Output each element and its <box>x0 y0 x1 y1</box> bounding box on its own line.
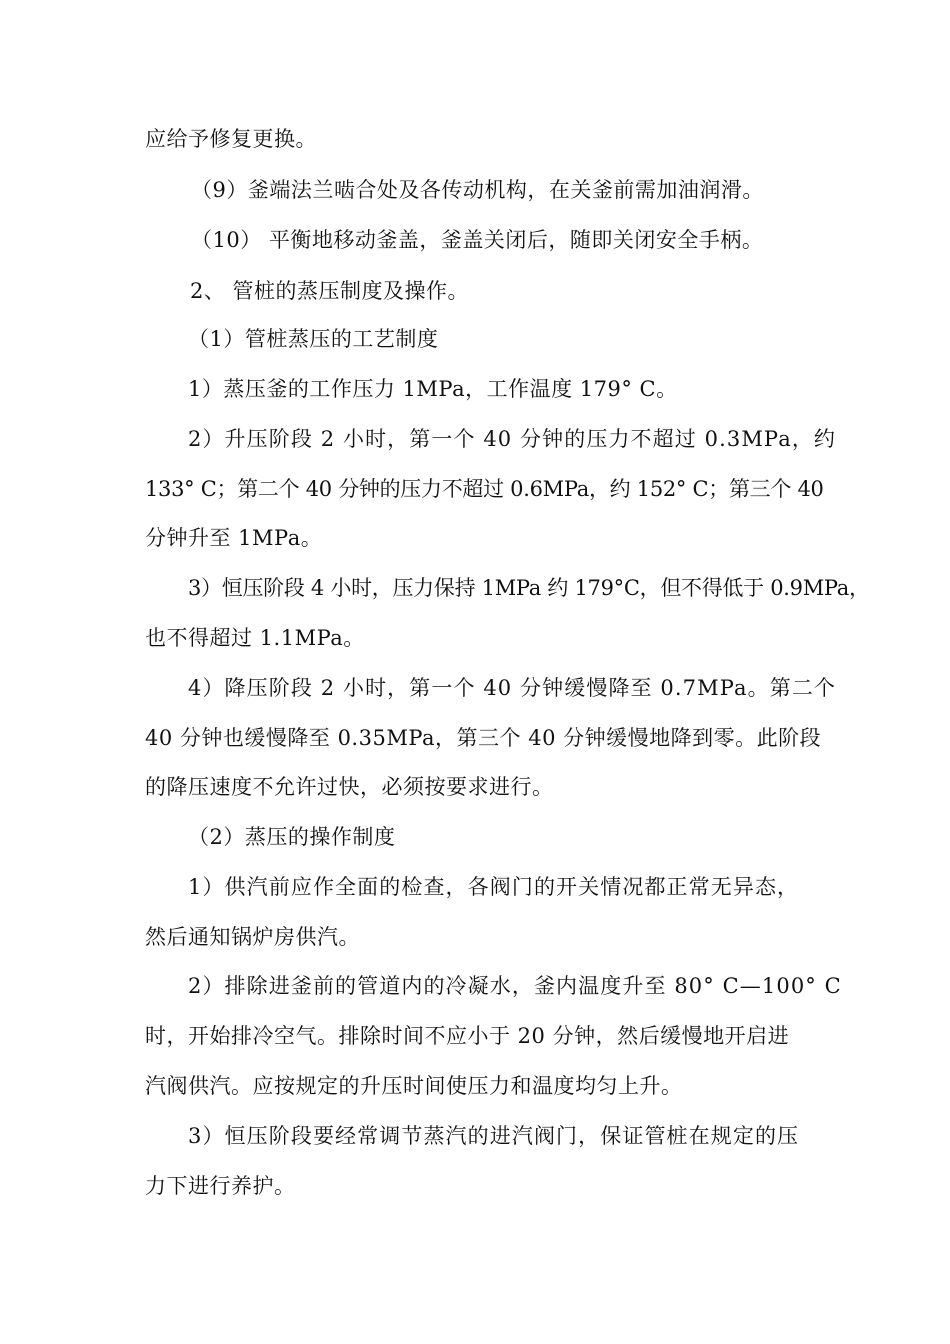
text-line: （9）釜端法兰啮合处及各传动机构，在关釜前需加油润滑。 <box>191 178 764 202</box>
text-line: 分钟升至 1MPa。 <box>145 526 323 550</box>
text-line: 的降压速度不允许过快，必须按要求进行。 <box>145 775 554 799</box>
text-line: 4）降压阶段 2 小时，第一个 40 分钟缓慢降至 0.7MPa。第二个 <box>188 676 837 700</box>
text-line: 力下进行养护。 <box>145 1174 296 1198</box>
text-line: 也不得超过 1.1MPa。 <box>145 626 365 650</box>
text-line: 40 分钟也缓慢降至 0.35MPa，第三个 40 分钟缓慢地降到零。此阶段 <box>145 726 822 750</box>
text-line: 2）升压阶段 2 小时，第一个 40 分钟的压力不超过 0.3MPa，约 <box>188 427 837 451</box>
text-line: 2）排除进釜前的管道内的冷凝水，釜内温度升至 80° C—100° C <box>188 974 842 998</box>
text-line: （10） 平衡地移动釜盖，釜盖关闭后，随即关闭安全手柄。 <box>191 228 764 252</box>
text-line: 汽阀供汽。应按规定的升压时间使压力和温度均匀上升。 <box>145 1074 683 1098</box>
text-line: 时，开始排冷空气。排除时间不应小于 20 分钟，然后缓慢地开启进 <box>145 1024 790 1048</box>
subsection-heading: （2）蒸压的操作制度 <box>188 825 396 849</box>
subsection-heading: （1）管桩蒸压的工艺制度 <box>188 327 439 351</box>
text-line: 1）蒸压釜的工作压力 1MPa，工作温度 179° C。 <box>188 377 678 401</box>
text-line: 1）供汽前应作全面的检查，各阀门的开关情况都正常无异态， <box>188 875 800 899</box>
text-line: 3）恒压阶段要经常调节蒸汽的进汽阀门，保证管桩在规定的压 <box>188 1124 800 1148</box>
text-line: 然后通知锅炉房供汽。 <box>145 925 360 949</box>
section-heading: 2、 管桩的蒸压制度及操作。 <box>190 279 470 303</box>
text-line: 133° C；第二个 40 分钟的压力不超过 0.6MPa，约 152° C；第三个 40 <box>145 477 824 501</box>
text-line: 3）恒压阶段 4 小时，压力保持 1MPa 约 179°C，但不得低于 0.9MPa， <box>188 576 870 600</box>
text-line: 应给予修复更换。 <box>145 127 317 151</box>
